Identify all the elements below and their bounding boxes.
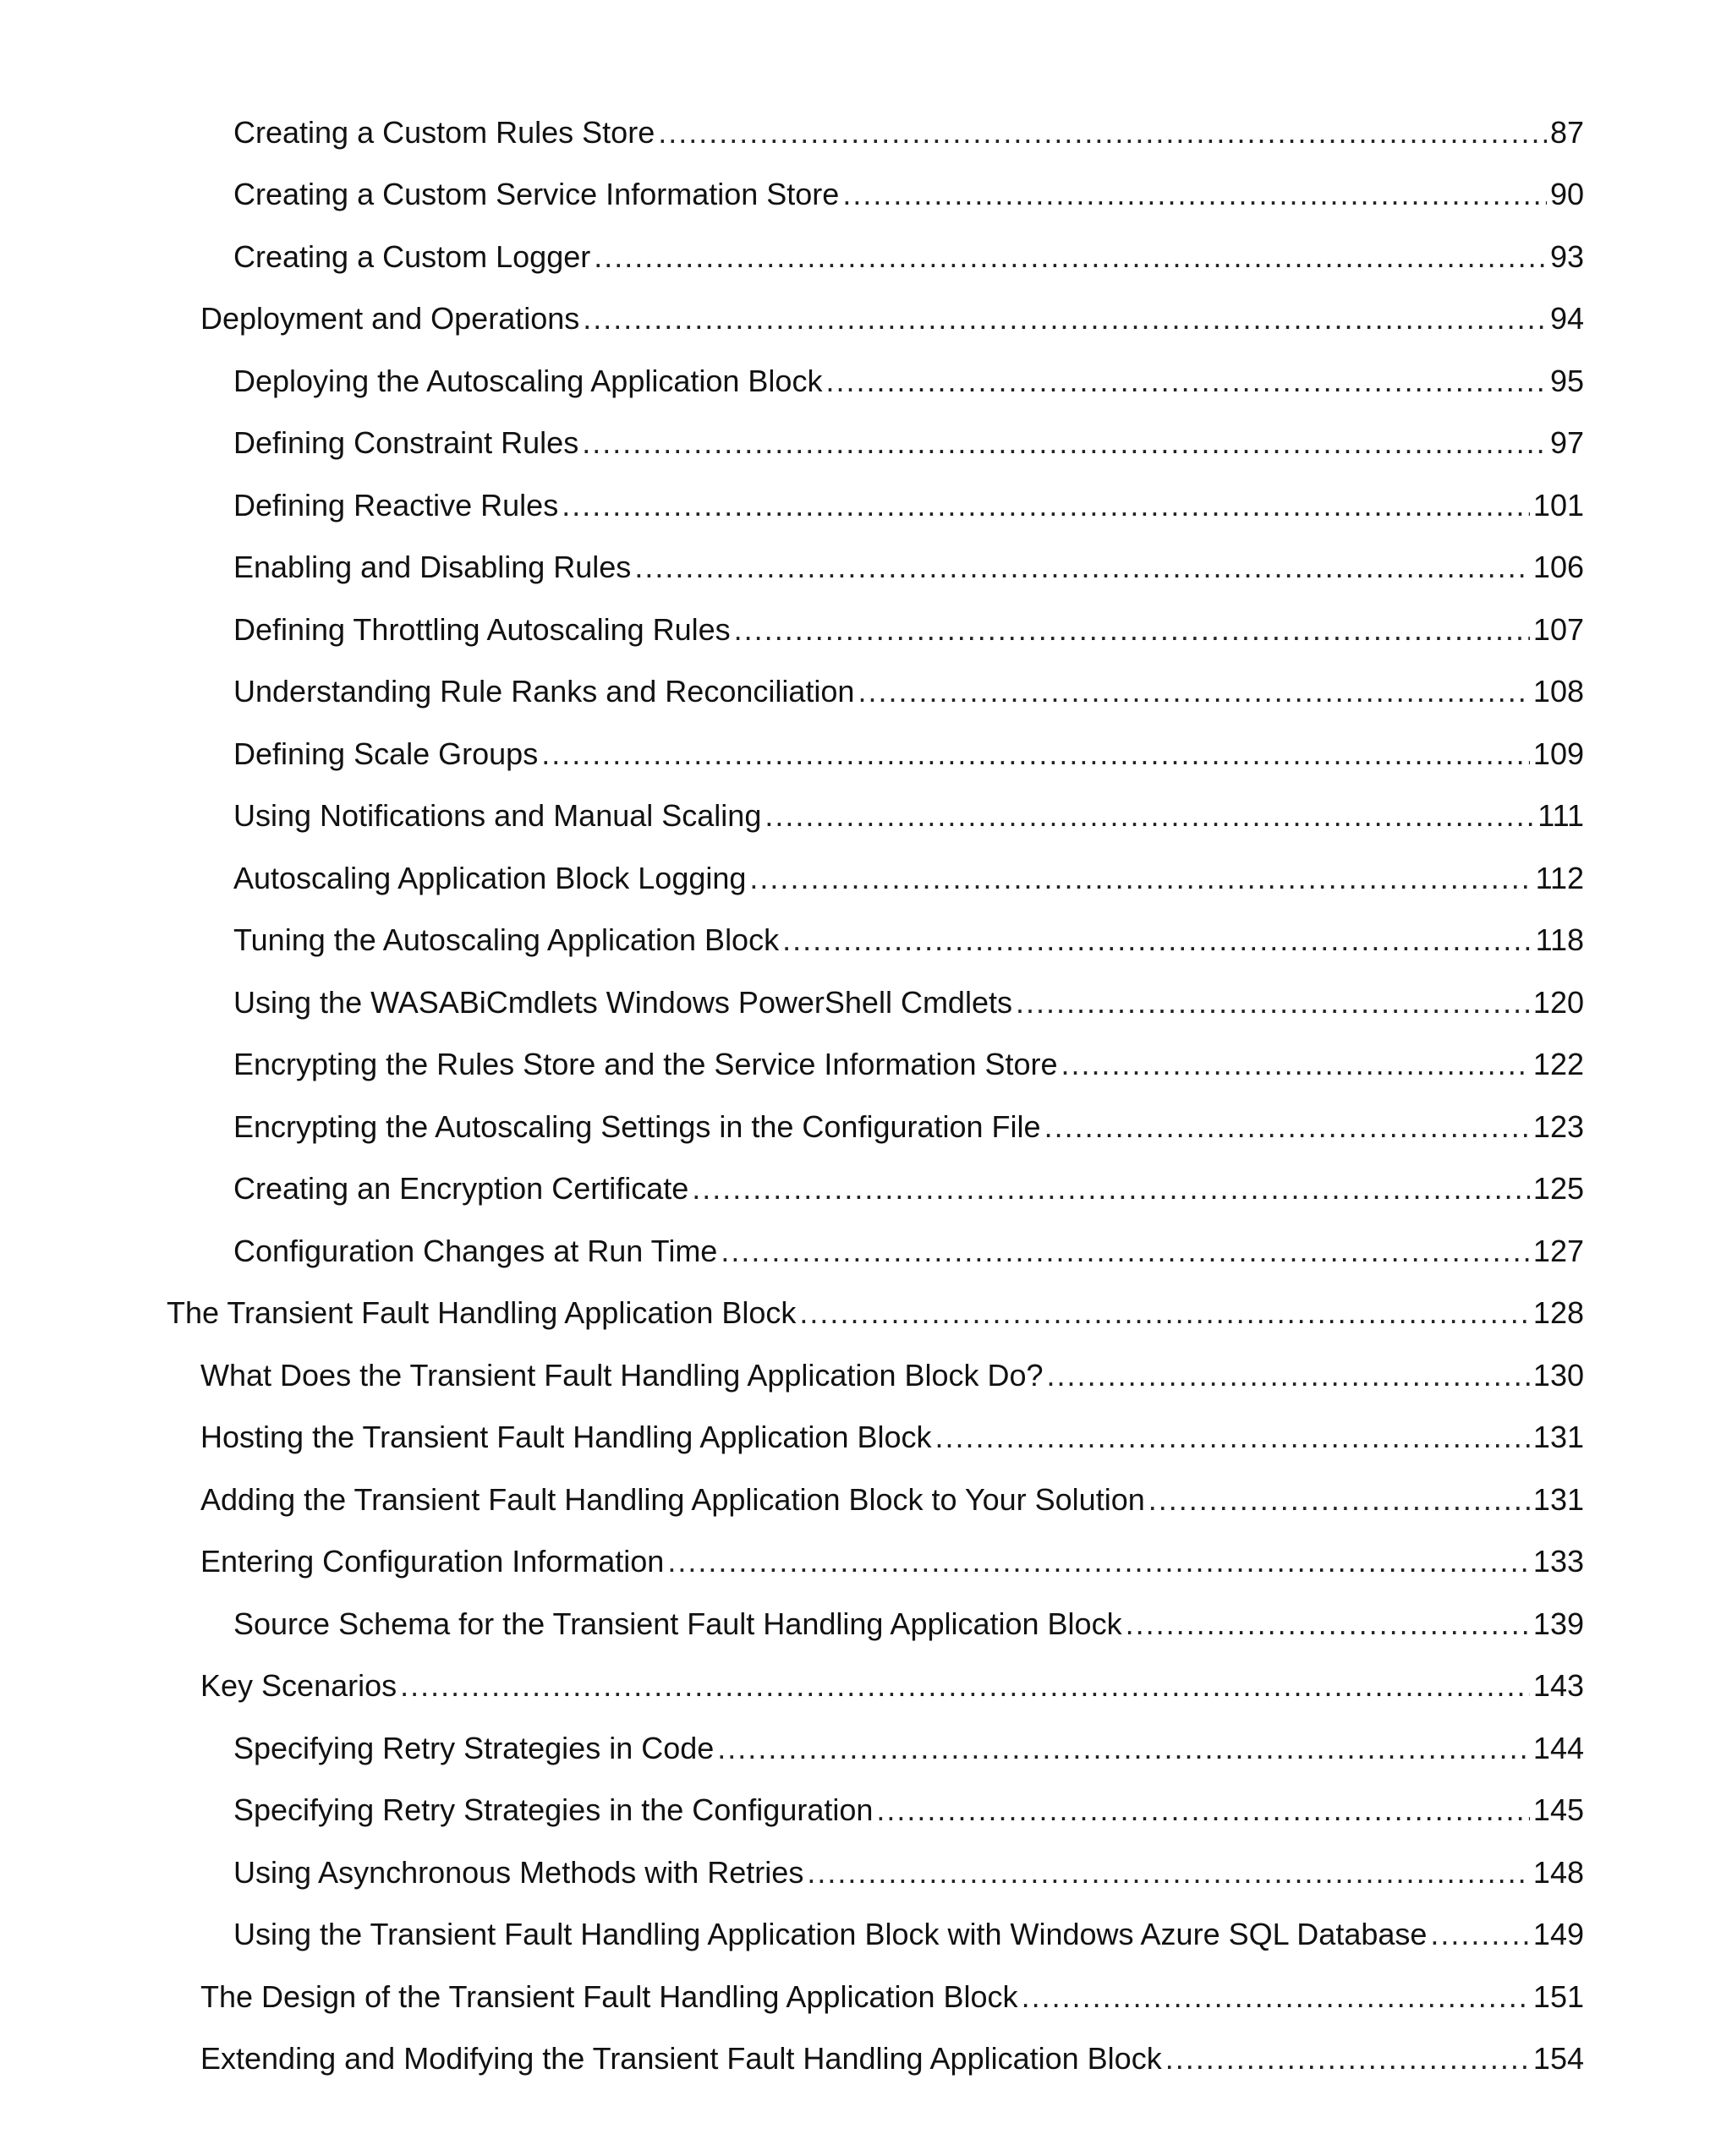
toc-entry[interactable] <box>0 1283 1732 1345</box>
toc-entry-title: Deploying the Autoscaling Application Block <box>233 363 823 398</box>
toc-entry[interactable] <box>0 101 1732 164</box>
toc-entry-title: Hosting the Transient Fault Handling Application Block <box>200 1420 932 1455</box>
toc-entry[interactable] <box>0 1531 1732 1594</box>
toc-page-number: 112 <box>1535 860 1584 895</box>
toc-page-number: 123 <box>1532 1108 1584 1144</box>
dot-leader <box>749 860 1532 897</box>
toc-entry-title: Creating a Custom Logger <box>233 238 591 274</box>
toc-entry-title: Configuration Changes at Run Time <box>233 1233 718 1268</box>
dot-leader <box>1430 1916 1530 1953</box>
toc-entry-title: Creating a Custom Service Information Store <box>233 177 840 212</box>
dot-leader <box>765 797 1534 834</box>
toc-entry-title: Defining Scale Groups <box>233 736 539 771</box>
toc-entry-title: Defining Throttling Autoscaling Rules <box>233 611 731 647</box>
toc-entry-title: Enabling and Disabling Rules <box>233 550 632 585</box>
toc-entry[interactable] <box>0 847 1732 910</box>
toc-page-number: 87 <box>1549 114 1584 150</box>
toc-entry[interactable] <box>0 2028 1732 2091</box>
toc-entry[interactable] <box>0 1344 1732 1407</box>
toc-entry-title: Encrypting the Rules Store and the Service Information Store <box>233 1047 1058 1082</box>
toc-entry-title: Creating an Encryption Certificate <box>233 1171 689 1207</box>
dot-leader <box>842 176 1547 213</box>
dot-leader <box>807 1854 1530 1891</box>
toc-page-number: 133 <box>1532 1544 1584 1579</box>
toc-entry[interactable] <box>0 661 1732 724</box>
toc-entry[interactable] <box>0 226 1732 288</box>
toc-entry[interactable] <box>0 474 1732 537</box>
dot-leader <box>582 424 1547 462</box>
dot-leader <box>1016 984 1530 1021</box>
toc-entry-title: Tuning the Autoscaling Application Block <box>233 922 780 958</box>
dot-leader <box>1126 1606 1530 1643</box>
dot-leader <box>667 1543 1530 1580</box>
toc-entry-title: Creating a Custom Rules Store <box>233 114 655 150</box>
dot-leader <box>876 1792 1530 1829</box>
toc-page-number: 143 <box>1532 1668 1584 1704</box>
toc-page-number: 154 <box>1532 2041 1584 2077</box>
toc-entry[interactable] <box>0 413 1732 475</box>
dot-leader <box>583 300 1547 337</box>
toc-page-number: 125 <box>1532 1171 1584 1207</box>
toc-entry[interactable] <box>0 350 1732 413</box>
toc-entry[interactable] <box>0 1593 1732 1655</box>
toc-entry-title: The Design of the Transient Fault Handling Application Block <box>200 1978 1018 2014</box>
toc-page-number: 122 <box>1532 1047 1584 1082</box>
toc-entry-title: Defining Constraint Rules <box>233 425 579 461</box>
dot-leader <box>562 487 1530 524</box>
toc-page-number: 94 <box>1549 301 1584 337</box>
toc-entry-title: Understanding Rule Ranks and Reconciliation <box>233 674 855 709</box>
toc-entry-title: Adding the Transient Fault Handling Application Block to Your Solution <box>200 1481 1145 1517</box>
toc-page-number: 111 <box>1537 798 1584 834</box>
toc-entry[interactable] <box>0 1780 1732 1842</box>
toc-page-number: 131 <box>1532 1481 1584 1517</box>
toc-entry[interactable] <box>0 537 1732 599</box>
table-of-contents <box>0 101 1732 2090</box>
toc-page-number: 144 <box>1532 1730 1584 1765</box>
toc-entry-title: Specifying Retry Strategies in the Configuration <box>233 1792 874 1828</box>
toc-page-number: 93 <box>1549 238 1584 274</box>
dot-leader <box>1044 1108 1530 1146</box>
toc-entry[interactable] <box>0 288 1732 351</box>
toc-page-number: 101 <box>1532 487 1584 523</box>
dot-leader <box>1047 1357 1530 1394</box>
dot-leader <box>541 736 1530 773</box>
toc-page-number: 139 <box>1532 1606 1584 1641</box>
toc-entry-title: Source Schema for the Transient Fault Handling Application Block <box>233 1606 1122 1641</box>
toc-page-number: 90 <box>1549 177 1584 212</box>
toc-entry-title: Using Notifications and Manual Scaling <box>233 798 762 834</box>
toc-page-number: 149 <box>1532 1917 1584 1952</box>
toc-page-number: 106 <box>1532 550 1584 585</box>
toc-entry[interactable] <box>0 164 1732 227</box>
toc-entry[interactable] <box>0 785 1732 848</box>
toc-page-number: 120 <box>1532 984 1584 1020</box>
toc-entry[interactable] <box>0 971 1732 1034</box>
toc-page-number: 127 <box>1532 1233 1584 1268</box>
toc-entry-title: The Transient Fault Handling Application Block <box>167 1295 797 1331</box>
dot-leader <box>782 922 1532 959</box>
toc-entry-title: Entering Configuration Information <box>200 1544 665 1579</box>
toc-entry-title: Specifying Retry Strategies in Code <box>233 1730 715 1765</box>
toc-entry-title: Using the WASABiCmdlets Windows PowerShell Cmdlets <box>233 984 1012 1020</box>
toc-page-number: 148 <box>1532 1854 1584 1890</box>
toc-entry-title: Using Asynchronous Methods with Retries <box>233 1854 804 1890</box>
toc-page-number: 130 <box>1532 1357 1584 1393</box>
dot-leader <box>1148 1481 1530 1519</box>
dot-leader <box>400 1667 1530 1705</box>
dot-leader <box>692 1170 1530 1207</box>
dot-leader <box>935 1419 1530 1456</box>
toc-page-number: 97 <box>1549 425 1584 461</box>
toc-entry-title: Extending and Modifying the Transient Fault Handling Application Block <box>200 2041 1162 2077</box>
toc-entry-title: Autoscaling Application Block Logging <box>233 860 747 895</box>
toc-page-number: 128 <box>1532 1295 1584 1331</box>
toc-page-number: 131 <box>1532 1420 1584 1455</box>
toc-entry[interactable] <box>0 1904 1732 1967</box>
toc-page-number: 151 <box>1532 1978 1584 2014</box>
toc-entry[interactable] <box>0 1469 1732 1531</box>
dot-leader <box>1061 1046 1530 1083</box>
toc-entry[interactable] <box>0 910 1732 972</box>
dot-leader <box>594 238 1547 276</box>
toc-page-number: 109 <box>1532 736 1584 771</box>
dot-leader <box>825 363 1547 400</box>
toc-entry[interactable] <box>0 1966 1732 2028</box>
toc-entry[interactable] <box>0 599 1732 661</box>
toc-entry-title: Key Scenarios <box>200 1668 397 1704</box>
toc-entry[interactable] <box>0 1096 1732 1158</box>
toc-entry[interactable] <box>0 1655 1732 1718</box>
toc-entry[interactable] <box>0 1220 1732 1283</box>
toc-entry[interactable] <box>0 1407 1732 1469</box>
toc-page-number: 108 <box>1532 674 1584 709</box>
toc-page-number: 95 <box>1549 363 1584 398</box>
dot-leader <box>1022 1978 1530 2016</box>
toc-entry-title: What Does the Transient Fault Handling Application Block Do? <box>200 1357 1044 1393</box>
toc-entry-title: Using the Transient Fault Handling Application Block with Windows Azure SQL Database <box>233 1917 1428 1952</box>
dot-leader <box>634 549 1530 586</box>
dot-leader <box>799 1294 1530 1332</box>
dot-leader <box>734 611 1530 648</box>
toc-entry-title: Defining Reactive Rules <box>233 487 559 523</box>
toc-entry-title: Encrypting the Autoscaling Settings in the Configuration File <box>233 1108 1041 1144</box>
toc-entry-title: Deployment and Operations <box>200 301 580 337</box>
toc-entry[interactable] <box>0 1841 1732 1904</box>
toc-page-number: 118 <box>1535 922 1584 958</box>
toc-page-number: 145 <box>1532 1792 1584 1828</box>
toc-entry[interactable] <box>0 723 1732 785</box>
dot-leader <box>717 1730 1530 1767</box>
toc-entry[interactable] <box>0 1717 1732 1780</box>
dot-leader <box>1165 2040 1530 2077</box>
dot-leader <box>658 114 1547 151</box>
toc-entry[interactable] <box>0 1034 1732 1097</box>
dot-leader <box>858 673 1529 710</box>
toc-entry[interactable] <box>0 1158 1732 1221</box>
toc-page-number: 107 <box>1532 611 1584 647</box>
dot-leader <box>721 1233 1530 1270</box>
